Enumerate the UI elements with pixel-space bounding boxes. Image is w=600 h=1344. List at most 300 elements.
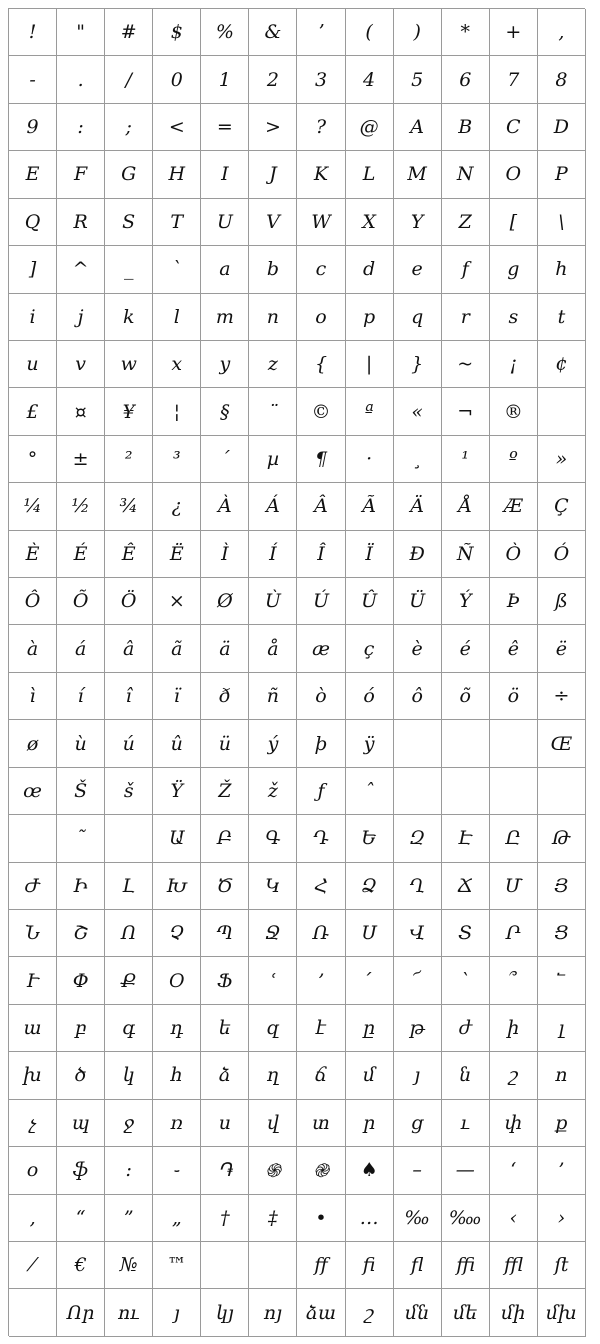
glyph-cell: ? [297, 104, 345, 151]
glyph-cell: կ [105, 1052, 153, 1099]
glyph-cell: ƒ [297, 768, 345, 815]
glyph-cell: Ք [105, 957, 153, 1004]
glyph-cell: à [9, 625, 57, 672]
glyph-cell: E [9, 151, 57, 198]
glyph-cell: ¾ [105, 483, 153, 530]
glyph-cell: Ո [105, 910, 153, 957]
glyph-cell: Î [297, 531, 345, 578]
glyph-cell: ã [153, 625, 201, 672]
glyph-cell: * [442, 9, 490, 56]
glyph-cell: Â [297, 483, 345, 530]
glyph-cell: Þ [490, 578, 538, 625]
glyph-cell: ﬂ [394, 1242, 442, 1289]
glyph-cell: ւ [442, 1100, 490, 1147]
glyph-cell: ո [538, 1052, 586, 1099]
glyph-cell: Ն [9, 910, 57, 957]
glyph-cell: / [105, 56, 153, 103]
glyph-cell: Ô [9, 578, 57, 625]
glyph-cell: _ [105, 246, 153, 293]
glyph-cell: z [249, 341, 297, 388]
glyph-cell: Յ [538, 863, 586, 910]
glyph-cell: é [442, 625, 490, 672]
glyph-cell: “ [57, 1195, 105, 1242]
glyph-cell: ¶ [297, 436, 345, 483]
glyph-cell [249, 1242, 297, 1289]
glyph-cell: Ծ [201, 863, 249, 910]
glyph-cell: ռ [153, 1100, 201, 1147]
glyph-cell: ® [490, 388, 538, 435]
glyph-cell [9, 1289, 57, 1336]
glyph-cell: 0 [153, 56, 201, 103]
glyph-cell: ß [538, 578, 586, 625]
glyph-cell: Œ [538, 720, 586, 767]
glyph-cell: ՟ [538, 957, 586, 1004]
glyph-cell: է [297, 1005, 345, 1052]
glyph-cell: դ [153, 1005, 201, 1052]
glyph-cell: № [105, 1242, 153, 1289]
glyph-cell: Æ [490, 483, 538, 530]
glyph-cell: ° [9, 436, 57, 483]
glyph-cell: փ [490, 1100, 538, 1147]
glyph-cell: մ [346, 1052, 394, 1099]
glyph-cell: ՛ [346, 957, 394, 1004]
glyph-cell: ։ [105, 1147, 153, 1194]
glyph-cell [442, 768, 490, 815]
glyph-cell: ղ [249, 1052, 297, 1099]
glyph-cell: ﬀ [297, 1242, 345, 1289]
glyph-cell: ÿ [346, 720, 394, 767]
glyph-cell: Ù [249, 578, 297, 625]
glyph-cell: g [490, 246, 538, 293]
glyph-cell: $ [153, 9, 201, 56]
glyph-cell: Ä [394, 483, 442, 530]
glyph-cell: հ [153, 1052, 201, 1099]
glyph-cell: ø [9, 720, 57, 767]
glyph-cell: 2 [249, 56, 297, 103]
glyph-cell: ճ [297, 1052, 345, 1099]
glyph-cell: ֆ [57, 1147, 105, 1194]
glyph-cell: & [249, 9, 297, 56]
glyph-cell: } [394, 341, 442, 388]
glyph-cell: É [57, 531, 105, 578]
glyph-cell: è [394, 625, 442, 672]
glyph-cell: , [538, 9, 586, 56]
glyph-cell: Ž [201, 768, 249, 815]
glyph-cell [394, 768, 442, 815]
glyph-cell: q [394, 294, 442, 341]
glyph-cell: Ֆ [201, 957, 249, 1004]
glyph-cell: վ [249, 1100, 297, 1147]
glyph-cell: Ե [346, 815, 394, 862]
glyph-cell: b [249, 246, 297, 293]
glyph-cell: ö [490, 673, 538, 720]
glyph-cell: C [490, 104, 538, 151]
glyph-cell: Ռ [297, 910, 345, 957]
glyph-cell: Û [346, 578, 394, 625]
glyph-cell: տ [297, 1100, 345, 1147]
glyph-cell: T [153, 199, 201, 246]
glyph-cell: ò [297, 673, 345, 720]
glyph-cell: ³ [153, 436, 201, 483]
glyph-cell: ն [442, 1052, 490, 1099]
glyph-cell: 5 [394, 56, 442, 103]
glyph-cell: A [394, 104, 442, 151]
glyph-cell: չ [9, 1100, 57, 1147]
glyph-cell: ֍ [249, 1147, 297, 1194]
glyph-cell: ⁄ [9, 1242, 57, 1289]
glyph-cell: ր [346, 1100, 394, 1147]
glyph-cell: ոյ [249, 1289, 297, 1336]
glyph-cell: » [538, 436, 586, 483]
glyph-cell: ¬ [442, 388, 490, 435]
glyph-cell: ! [9, 9, 57, 56]
glyph-cell [538, 388, 586, 435]
glyph-cell: µ [249, 436, 297, 483]
glyph-cell: Ը [490, 815, 538, 862]
glyph-cell: : [57, 104, 105, 151]
glyph-cell: Մ [490, 863, 538, 910]
glyph-cell: Զ [394, 815, 442, 862]
glyph-cell: ~ [442, 341, 490, 388]
glyph-cell: ¸ [394, 436, 442, 483]
glyph-cell: ‚ [9, 1195, 57, 1242]
glyph-cell: մի [490, 1289, 538, 1336]
glyph-cell: ֎ [297, 1147, 345, 1194]
glyph-cell: լ [538, 1005, 586, 1052]
glyph-cell: v [57, 341, 105, 388]
glyph-cell: ± [57, 436, 105, 483]
glyph-cell: — [442, 1147, 490, 1194]
glyph-cell: á [57, 625, 105, 672]
glyph-cell: մե [442, 1289, 490, 1336]
glyph-cell: ը [346, 1005, 394, 1052]
glyph-cell: ♠ [346, 1147, 394, 1194]
glyph-cell: ֏ [201, 1147, 249, 1194]
glyph-cell: × [153, 578, 201, 625]
glyph-cell: ֊ [153, 1147, 201, 1194]
glyph-cell: ժ [442, 1005, 490, 1052]
glyph-cell: ա [9, 1005, 57, 1052]
glyph-cell: ž [249, 768, 297, 815]
glyph-cell: © [297, 388, 345, 435]
glyph-cell: … [346, 1195, 394, 1242]
glyph-cell: ’ [538, 1147, 586, 1194]
glyph-cell [9, 815, 57, 862]
glyph-cell: Ց [538, 910, 586, 957]
glyph-cell: Է [442, 815, 490, 862]
glyph-cell: ) [394, 9, 442, 56]
glyph-cell [490, 768, 538, 815]
glyph-cell: ä [201, 625, 249, 672]
glyph-cell: £ [9, 388, 57, 435]
glyph-cell: · [346, 436, 394, 483]
glyph-cell: Փ [57, 957, 105, 1004]
glyph-cell: p [346, 294, 394, 341]
glyph-cell: զ [249, 1005, 297, 1052]
glyph-cell: ¥ [105, 388, 153, 435]
glyph-cell: J [249, 151, 297, 198]
glyph-cell: ՙ [249, 957, 297, 1004]
glyph-cell: h [538, 246, 586, 293]
glyph-cell: ü [201, 720, 249, 767]
glyph-cell: Ë [153, 531, 201, 578]
glyph-cell: 9 [9, 104, 57, 151]
glyph-cell: ﬅ [538, 1242, 586, 1289]
glyph-cell: Օ [153, 957, 201, 1004]
glyph-cell: ^ [57, 246, 105, 293]
glyph-cell: ¨ [249, 388, 297, 435]
glyph-cell: Ó [538, 531, 586, 578]
glyph-cell: º [490, 436, 538, 483]
glyph-cell: ﬄ [490, 1242, 538, 1289]
glyph-cell: > [249, 104, 297, 151]
glyph-cell: Ր [490, 910, 538, 957]
glyph-cell: + [490, 9, 538, 56]
glyph-cell: W [297, 199, 345, 246]
glyph-cell: – [394, 1147, 442, 1194]
glyph-cell: ‹ [490, 1195, 538, 1242]
glyph-cell: 7 [490, 56, 538, 103]
glyph-cell: k [105, 294, 153, 341]
glyph-cell: ê [490, 625, 538, 672]
glyph-cell: d [346, 246, 394, 293]
glyph-cell: € [57, 1242, 105, 1289]
glyph-cell: Ÿ [153, 768, 201, 815]
glyph-cell: ™ [153, 1242, 201, 1289]
glyph-cell: 4 [346, 56, 394, 103]
glyph-cell: % [201, 9, 249, 56]
glyph-cell: ý [249, 720, 297, 767]
glyph-cell: e [394, 246, 442, 293]
glyph-cell: ի [490, 1005, 538, 1052]
glyph-cell: յ [394, 1052, 442, 1099]
glyph-cell: â [105, 625, 153, 672]
glyph-cell: ¹ [442, 436, 490, 483]
glyph-cell: ð [201, 673, 249, 720]
glyph-cell: û [153, 720, 201, 767]
glyph-cell: ç [346, 625, 394, 672]
glyph-cell: N [442, 151, 490, 198]
glyph-cell: ս [201, 1100, 249, 1147]
glyph-cell: Ձ [346, 863, 394, 910]
glyph-cell: Z [442, 199, 490, 246]
glyph-cell: ʼ [297, 9, 345, 56]
glyph-cell: . [57, 56, 105, 103]
glyph-cell: ՝ [442, 957, 490, 1004]
glyph-cell: R [57, 199, 105, 246]
glyph-cell: ց [394, 1100, 442, 1147]
glyph-cell: ¢ [538, 341, 586, 388]
glyph-cell: L [346, 151, 394, 198]
glyph-cell: Ê [105, 531, 153, 578]
glyph-cell: j [57, 294, 105, 341]
glyph-cell: š [105, 768, 153, 815]
glyph-cell: F [57, 151, 105, 198]
glyph-cell: u [9, 341, 57, 388]
glyph-cell: x [153, 341, 201, 388]
glyph-cell: Դ [297, 815, 345, 862]
glyph-cell: ˜ [57, 815, 105, 862]
glyph-cell: խ [9, 1052, 57, 1099]
glyph-cell: ë [538, 625, 586, 672]
glyph-cell: Չ [153, 910, 201, 957]
glyph-cell: ¦ [153, 388, 201, 435]
glyph-cell: V [249, 199, 297, 246]
glyph-cell: ¿ [153, 483, 201, 530]
glyph-cell: Հ [297, 863, 345, 910]
glyph-cell: ՞ [490, 957, 538, 1004]
glyph-cell: գ [105, 1005, 153, 1052]
glyph-cell: Որ [57, 1289, 105, 1336]
glyph-cell: î [105, 673, 153, 720]
glyph-cell: w [105, 341, 153, 388]
glyph-cell: P [538, 151, 586, 198]
glyph-cell: þ [297, 720, 345, 767]
glyph-cell: [ [490, 199, 538, 246]
glyph-cell: Ջ [249, 910, 297, 957]
glyph-cell: շ [490, 1052, 538, 1099]
glyph-cell: Ã [346, 483, 394, 530]
glyph-cell: ù [57, 720, 105, 767]
glyph-cell: Ï [346, 531, 394, 578]
glyph-cell [201, 1242, 249, 1289]
glyph-cell: › [538, 1195, 586, 1242]
glyph-cell: ² [105, 436, 153, 483]
glyph-cell: r [442, 294, 490, 341]
glyph-cell: õ [442, 673, 490, 720]
glyph-cell: § [201, 388, 249, 435]
glyph-cell: բ [57, 1005, 105, 1052]
glyph-cell: յ [153, 1289, 201, 1336]
glyph-cell: կյ [201, 1289, 249, 1336]
glyph-cell [442, 720, 490, 767]
glyph-cell: • [297, 1195, 345, 1242]
glyph-cell: Շ [57, 910, 105, 957]
glyph-cell: Í [249, 531, 297, 578]
glyph-cell: Ü [394, 578, 442, 625]
glyph-cell: Š [57, 768, 105, 815]
glyph-cell: ք [538, 1100, 586, 1147]
glyph-cell: | [346, 341, 394, 388]
glyph-cell: Վ [394, 910, 442, 957]
glyph-cell: Գ [249, 815, 297, 862]
glyph-cell: ՚ [297, 957, 345, 1004]
glyph-cell: Á [249, 483, 297, 530]
glyph-cell: Ղ [394, 863, 442, 910]
glyph-cell: G [105, 151, 153, 198]
glyph-cell: " [57, 9, 105, 56]
glyph-cell: Ö [105, 578, 153, 625]
glyph-cell: ñ [249, 673, 297, 720]
glyph-cell: œ [9, 768, 57, 815]
glyph-cell: D [538, 104, 586, 151]
glyph-cell: Ւ [9, 957, 57, 1004]
glyph-cell: ծ [57, 1052, 105, 1099]
glyph-cell: f [442, 246, 490, 293]
glyph-cell: y [201, 341, 249, 388]
glyph-cell: a [201, 246, 249, 293]
glyph-cell: Լ [105, 863, 153, 910]
glyph-cell: í [57, 673, 105, 720]
glyph-cell: ¼ [9, 483, 57, 530]
glyph-cell: c [297, 246, 345, 293]
glyph-cell: Ս [346, 910, 394, 957]
glyph-cell: M [394, 151, 442, 198]
glyph-cell: Ð [394, 531, 442, 578]
glyph-cell: t [538, 294, 586, 341]
glyph-cell: ] [9, 246, 57, 293]
glyph-cell: ï [153, 673, 201, 720]
glyph-cell: ½ [57, 483, 105, 530]
glyph-cell: « [394, 388, 442, 435]
glyph-cell: S [105, 199, 153, 246]
glyph-cell: Բ [201, 815, 249, 862]
glyph-cell: Խ [153, 863, 201, 910]
glyph-cell: Ì [201, 531, 249, 578]
glyph-cell: ´ [201, 436, 249, 483]
glyph-cell: K [297, 151, 345, 198]
glyph-cell [105, 815, 153, 862]
glyph-cell: † [201, 1195, 249, 1242]
glyph-cell: ﬃ [442, 1242, 490, 1289]
glyph-cell: Q [9, 199, 57, 246]
glyph-cell: ձ [201, 1052, 249, 1099]
glyph-cell: ‘ [490, 1147, 538, 1194]
glyph-cell: m [201, 294, 249, 341]
glyph-cell: ó [346, 673, 394, 720]
glyph-cell: Ò [490, 531, 538, 578]
glyph-cell: - [9, 56, 57, 103]
glyph-cell: l [153, 294, 201, 341]
glyph-cell: @ [346, 104, 394, 151]
glyph-cell: Տ [442, 910, 490, 957]
glyph-cell: շ [346, 1289, 394, 1336]
glyph-cell: \ [538, 199, 586, 246]
glyph-cell: Ø [201, 578, 249, 625]
glyph-cell: 8 [538, 56, 586, 103]
glyph-cell: 6 [442, 56, 490, 103]
glyph-cell: H [153, 151, 201, 198]
glyph-cell: i [9, 294, 57, 341]
glyph-cell: = [201, 104, 249, 151]
glyph-cell: ՜ [394, 957, 442, 1004]
glyph-cell: À [201, 483, 249, 530]
glyph-cell: թ [394, 1005, 442, 1052]
glyph-cell: ու [105, 1289, 153, 1336]
glyph-cell: Ñ [442, 531, 490, 578]
glyph-cell: Ի [57, 863, 105, 910]
glyph-cell: 1 [201, 56, 249, 103]
glyph-cell: ª [346, 388, 394, 435]
glyph-cell: 3 [297, 56, 345, 103]
glyph-cell: ` [153, 246, 201, 293]
glyph-cell: ¤ [57, 388, 105, 435]
glyph-cell: Ú [297, 578, 345, 625]
glyph-cell: ( [346, 9, 394, 56]
glyph-cell: å [249, 625, 297, 672]
glyph-cell: ô [394, 673, 442, 720]
glyph-cell: X [346, 199, 394, 246]
glyph-cell: È [9, 531, 57, 578]
glyph-cell: o [297, 294, 345, 341]
glyph-cell: { [297, 341, 345, 388]
glyph-cell: մխ [538, 1289, 586, 1336]
glyph-cell: Կ [249, 863, 297, 910]
glyph-cell [394, 720, 442, 767]
glyph-cell: n [249, 294, 297, 341]
glyph-cell: # [105, 9, 153, 56]
glyph-cell: < [153, 104, 201, 151]
